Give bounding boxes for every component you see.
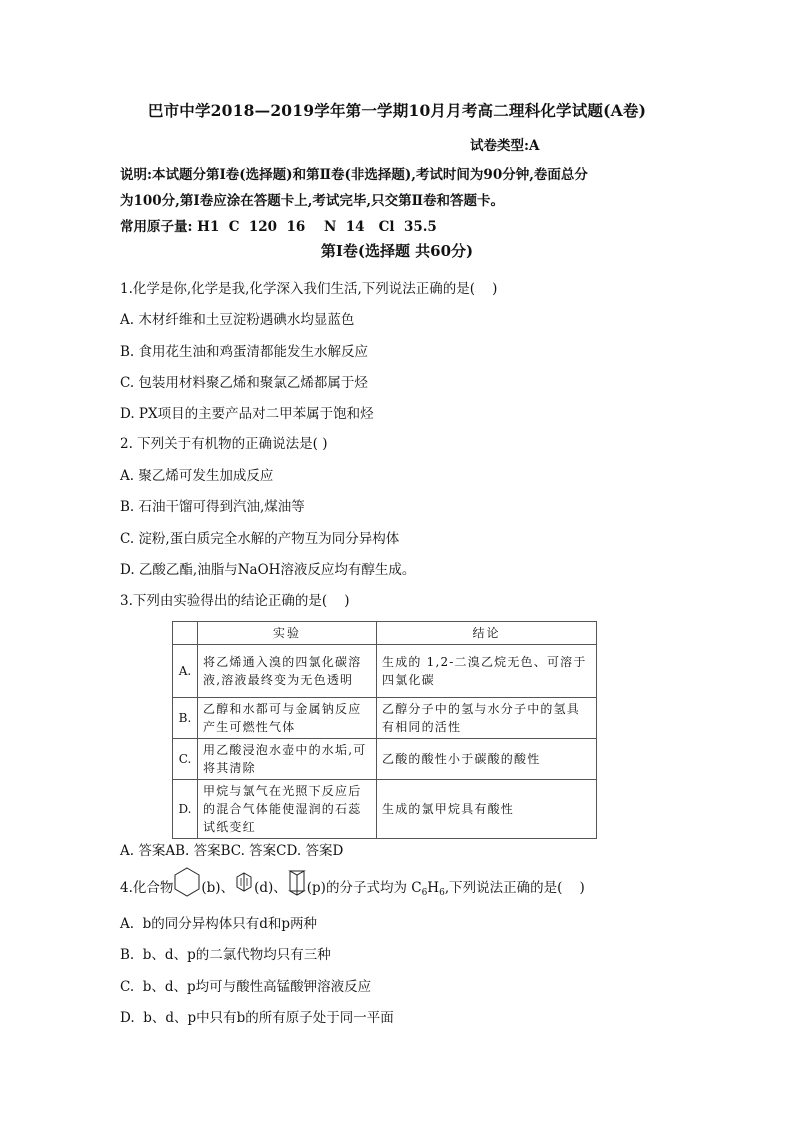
q4-subscript-c: 6 (421, 888, 428, 898)
conclusion-cell: 乙醇分子中的氢与水分子中的氢具有相同的活性 (377, 698, 597, 739)
table-header-row (173, 622, 597, 645)
q1-stem: 1.化学是你,化学是我,化学深入我们生活,下列说法正确的是( ) (120, 281, 498, 297)
benzene-structure-icon (173, 866, 201, 911)
q4-stem-prefix: 4.化合物 (120, 880, 174, 896)
q4-option-c: C. b、d、p均可与酸性高锰酸钾溶液反应 (120, 979, 372, 995)
table-row (173, 698, 597, 739)
q3-stem: 3.下列由实验得出的结论正确的是( ) (120, 593, 350, 609)
experiment-cell: 甲烷与氯气在光照下反应后的混合气体能使湿润的石蕊试纸变红 (198, 780, 377, 839)
prismane-structure-icon (287, 867, 307, 910)
row-label: A. (173, 645, 198, 698)
q4-option-d: D. b、d、p中只有b的所有原子处于同一平面 (120, 1010, 394, 1026)
table-header-blank (173, 622, 198, 645)
conclusion-cell: 生成的氯甲烷具有酸性 (377, 780, 597, 839)
table-row (173, 780, 597, 839)
q2-option-c: C. 淀粉,蛋白质完全水解的产物互为同分异构体 (120, 531, 400, 547)
q1-option-c: C. 包装用材料聚乙烯和聚氯乙烯都属于烃 (120, 375, 368, 391)
dewar-benzene-structure-icon (234, 870, 254, 907)
q4-label-p: (p)的分子式均为 C (306, 880, 422, 896)
paper-type: 试卷类型:A (470, 138, 540, 154)
row-label: C. (173, 739, 198, 780)
q1-option-b: B. 食用花生油和鸡蛋清都能发生水解反应 (120, 344, 369, 360)
row-label: D. (173, 780, 198, 839)
exam-title: 巴市中学2018—2019学年第一学期10月月考高二理科化学试题(A卷) (147, 101, 647, 120)
experiment-cell: 乙醇和水都可与金属钠反应产生可燃性气体 (198, 698, 377, 739)
experiment-cell: 用乙酸浸泡水壶中的水垢,可将其清除 (198, 739, 377, 780)
conclusion-cell: 生成的 1,2-二溴乙烷无色、可溶于四氯化碳 (377, 645, 597, 698)
q2-option-b: B. 石油干馏可得到汽油,煤油等 (120, 499, 305, 515)
row-label: B. (173, 698, 198, 739)
q2-option-a: A. 聚乙烯可发生加成反应 (120, 468, 274, 484)
q1-option-a: A. 木材纤维和土豆淀粉遇碘水均显蓝色 (120, 312, 355, 328)
experiment-cell: 将乙烯通入溴的四氯化碳溶液,溶液最终变为无色透明 (198, 645, 377, 698)
q4-subscript-h: 6 (439, 888, 445, 898)
q4-h: H (427, 880, 440, 896)
instructions-line-1: 说明:本试题分第Ⅰ卷(选择题)和第Ⅱ卷(非选择题),考试时间为90分钟,卷面总分 (120, 167, 588, 183)
q4-stem (120, 866, 585, 911)
q4-option-b: B. b、d、p的二氯代物均只有三种 (120, 947, 331, 963)
conclusion-cell: 乙酸的酸性小于碳酸的酸性 (377, 739, 597, 780)
experiment-table (172, 621, 597, 839)
table-header-experiment: 实验 (198, 622, 377, 645)
q1-option-d: D. PX项目的主要产品对二甲苯属于饱和烃 (120, 406, 374, 422)
section-title: 第Ⅰ卷(选择题 共60分) (320, 242, 474, 260)
q2-option-d: D. 乙酸乙酯,油脂与NaOH溶液反应均有醇生成。 (120, 562, 416, 578)
table-row (173, 739, 597, 780)
instructions-line-2: 为100分,第Ⅰ卷应涂在答题卡上,考试完毕,只交第Ⅱ卷和答题卡。 (120, 193, 504, 209)
q4-label-b: (b)、 (201, 880, 235, 896)
table-row (173, 645, 597, 698)
table-header-conclusion: 结论 (377, 622, 597, 645)
q4-stem-suffix: ,下列说法正确的是( ) (444, 880, 585, 896)
q4-option-a: A. b的同分异构体只有d和p两种 (120, 916, 318, 932)
atomic-mass-line: 常用原子量: H1 C 120 16 N 14 Cl 35.5 (120, 219, 437, 235)
q3-answers: A. 答案AB. 答案BC. 答案CD. 答案D (120, 843, 344, 859)
q2-stem: 2. 下列关于有机物的正确说法是( ) (120, 436, 328, 452)
q4-label-d: (d)、 (254, 880, 287, 896)
